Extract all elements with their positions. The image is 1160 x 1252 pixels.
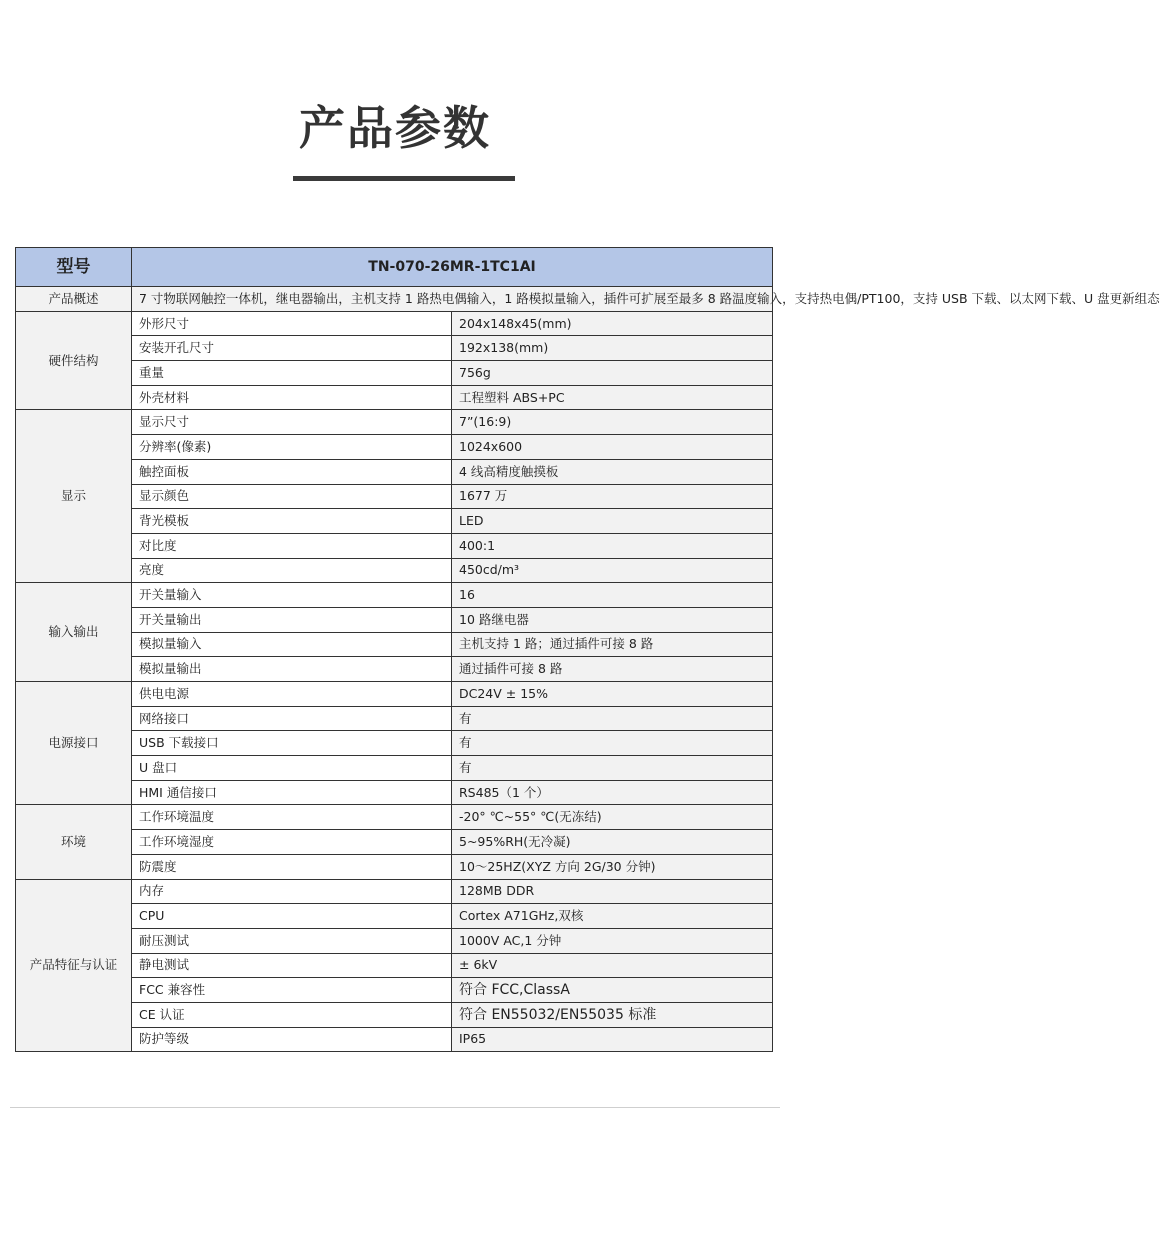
spec-item: 工作环境温度 [132,805,452,830]
model-label: 型号 [16,248,132,287]
category-label: 显示 [16,410,132,583]
spec-item: 背光模板 [132,509,452,534]
spec-value: LED [452,509,773,534]
spec-value: 有 [452,706,773,731]
spec-item: 开关量输出 [132,607,452,632]
spec-item: 对比度 [132,533,452,558]
spec-item: HMI 通信接口 [132,780,452,805]
spec-item: CE 认证 [132,1002,452,1027]
spec-value: IP65 [452,1027,773,1052]
spec-item: 网络接口 [132,706,452,731]
spec-value: 有 [452,756,773,781]
spec-item: CPU [132,904,452,929]
spec-item: 静电测试 [132,953,452,978]
spec-item: 防震度 [132,854,452,879]
spec-value: -20° ℃~55° ℃(无冻结) [452,805,773,830]
spec-value: 通过插件可接 8 路 [452,657,773,682]
page-title: 产品参数 [299,101,491,155]
table-row [16,583,773,608]
spec-value: 符合 FCC,ClassA [452,978,773,1003]
model-row [16,248,773,287]
spec-value: 204x148x45(mm) [452,311,773,336]
table-row [16,410,773,435]
spec-item: 重量 [132,361,452,386]
spec-value: ± 6kV [452,953,773,978]
spec-value: 工程塑料 ABS+PC [452,385,773,410]
spec-value: DC24V ± 15% [452,682,773,707]
spec-item: 分辨率(像素) [132,435,452,460]
category-label: 电源接口 [16,682,132,805]
spec-item: FCC 兼容性 [132,978,452,1003]
spec-item: 外形尺寸 [132,311,452,336]
spec-item: 显示颜色 [132,484,452,509]
spec-item: 模拟量输出 [132,657,452,682]
spec-value: Cortex A71GHz,双核 [452,904,773,929]
overview-text: 7 寸物联网触控一体机，继电器输出，主机支持 1 路热电偶输入，1 路模拟量输入，插件可扩展至最多 8 路温度输入，支持热电偶/PT100，支持 USB 下载、以太网下载、U 盘更新组态 [132,287,773,312]
spec-value: RS485（1 个） [452,780,773,805]
overview-label: 产品概述 [16,287,132,312]
model-value: TN-070-26MR-1TC1AI [132,248,773,287]
spec-item: 内存 [132,879,452,904]
bottom-divider [10,1107,780,1108]
spec-value: 1677 万 [452,484,773,509]
spec-value: 16 [452,583,773,608]
spec-item: 安装开孔尺寸 [132,336,452,361]
spec-value: 符合 EN55032/EN55035 标准 [452,1002,773,1027]
spec-item: 耐压测试 [132,928,452,953]
spec-item: USB 下载接口 [132,731,452,756]
spec-item: U 盘口 [132,756,452,781]
spec-value: 450cd/m³ [452,558,773,583]
table-row [16,805,773,830]
category-label: 输入输出 [16,583,132,682]
spec-value: 1024x600 [452,435,773,460]
table-row [16,879,773,904]
spec-value: 10～25HZ(XYZ 方向 2G/30 分钟) [452,854,773,879]
spec-value: 128MB DDR [452,879,773,904]
spec-value: 192x138(mm) [452,336,773,361]
category-label: 产品特征与认证 [16,879,132,1052]
spec-item: 防护等级 [132,1027,452,1052]
spec-item: 触控面板 [132,459,452,484]
spec-item: 工作环境湿度 [132,830,452,855]
category-label: 环境 [16,805,132,879]
spec-value: 5~95%RH(无冷凝) [452,830,773,855]
spec-value: 10 路继电器 [452,607,773,632]
category-label: 硬件结构 [16,311,132,410]
spec-value: 主机支持 1 路；通过插件可接 8 路 [452,632,773,657]
spec-value: 400:1 [452,533,773,558]
spec-value: 4 线高精度触摸板 [452,459,773,484]
spec-value: 有 [452,731,773,756]
spec-table [15,247,1160,1052]
spec-item: 外壳材料 [132,385,452,410]
title-underline [293,176,515,181]
spec-value: 756g [452,361,773,386]
table-row [16,311,773,336]
spec-item: 亮度 [132,558,452,583]
spec-item: 模拟量输入 [132,632,452,657]
spec-item: 供电电源 [132,682,452,707]
overview-row [16,287,773,312]
spec-item: 开关量输入 [132,583,452,608]
table-row [16,682,773,707]
spec-item: 显示尺寸 [132,410,452,435]
spec-value: 1000V AC,1 分钟 [452,928,773,953]
spec-value: 7”(16:9) [452,410,773,435]
